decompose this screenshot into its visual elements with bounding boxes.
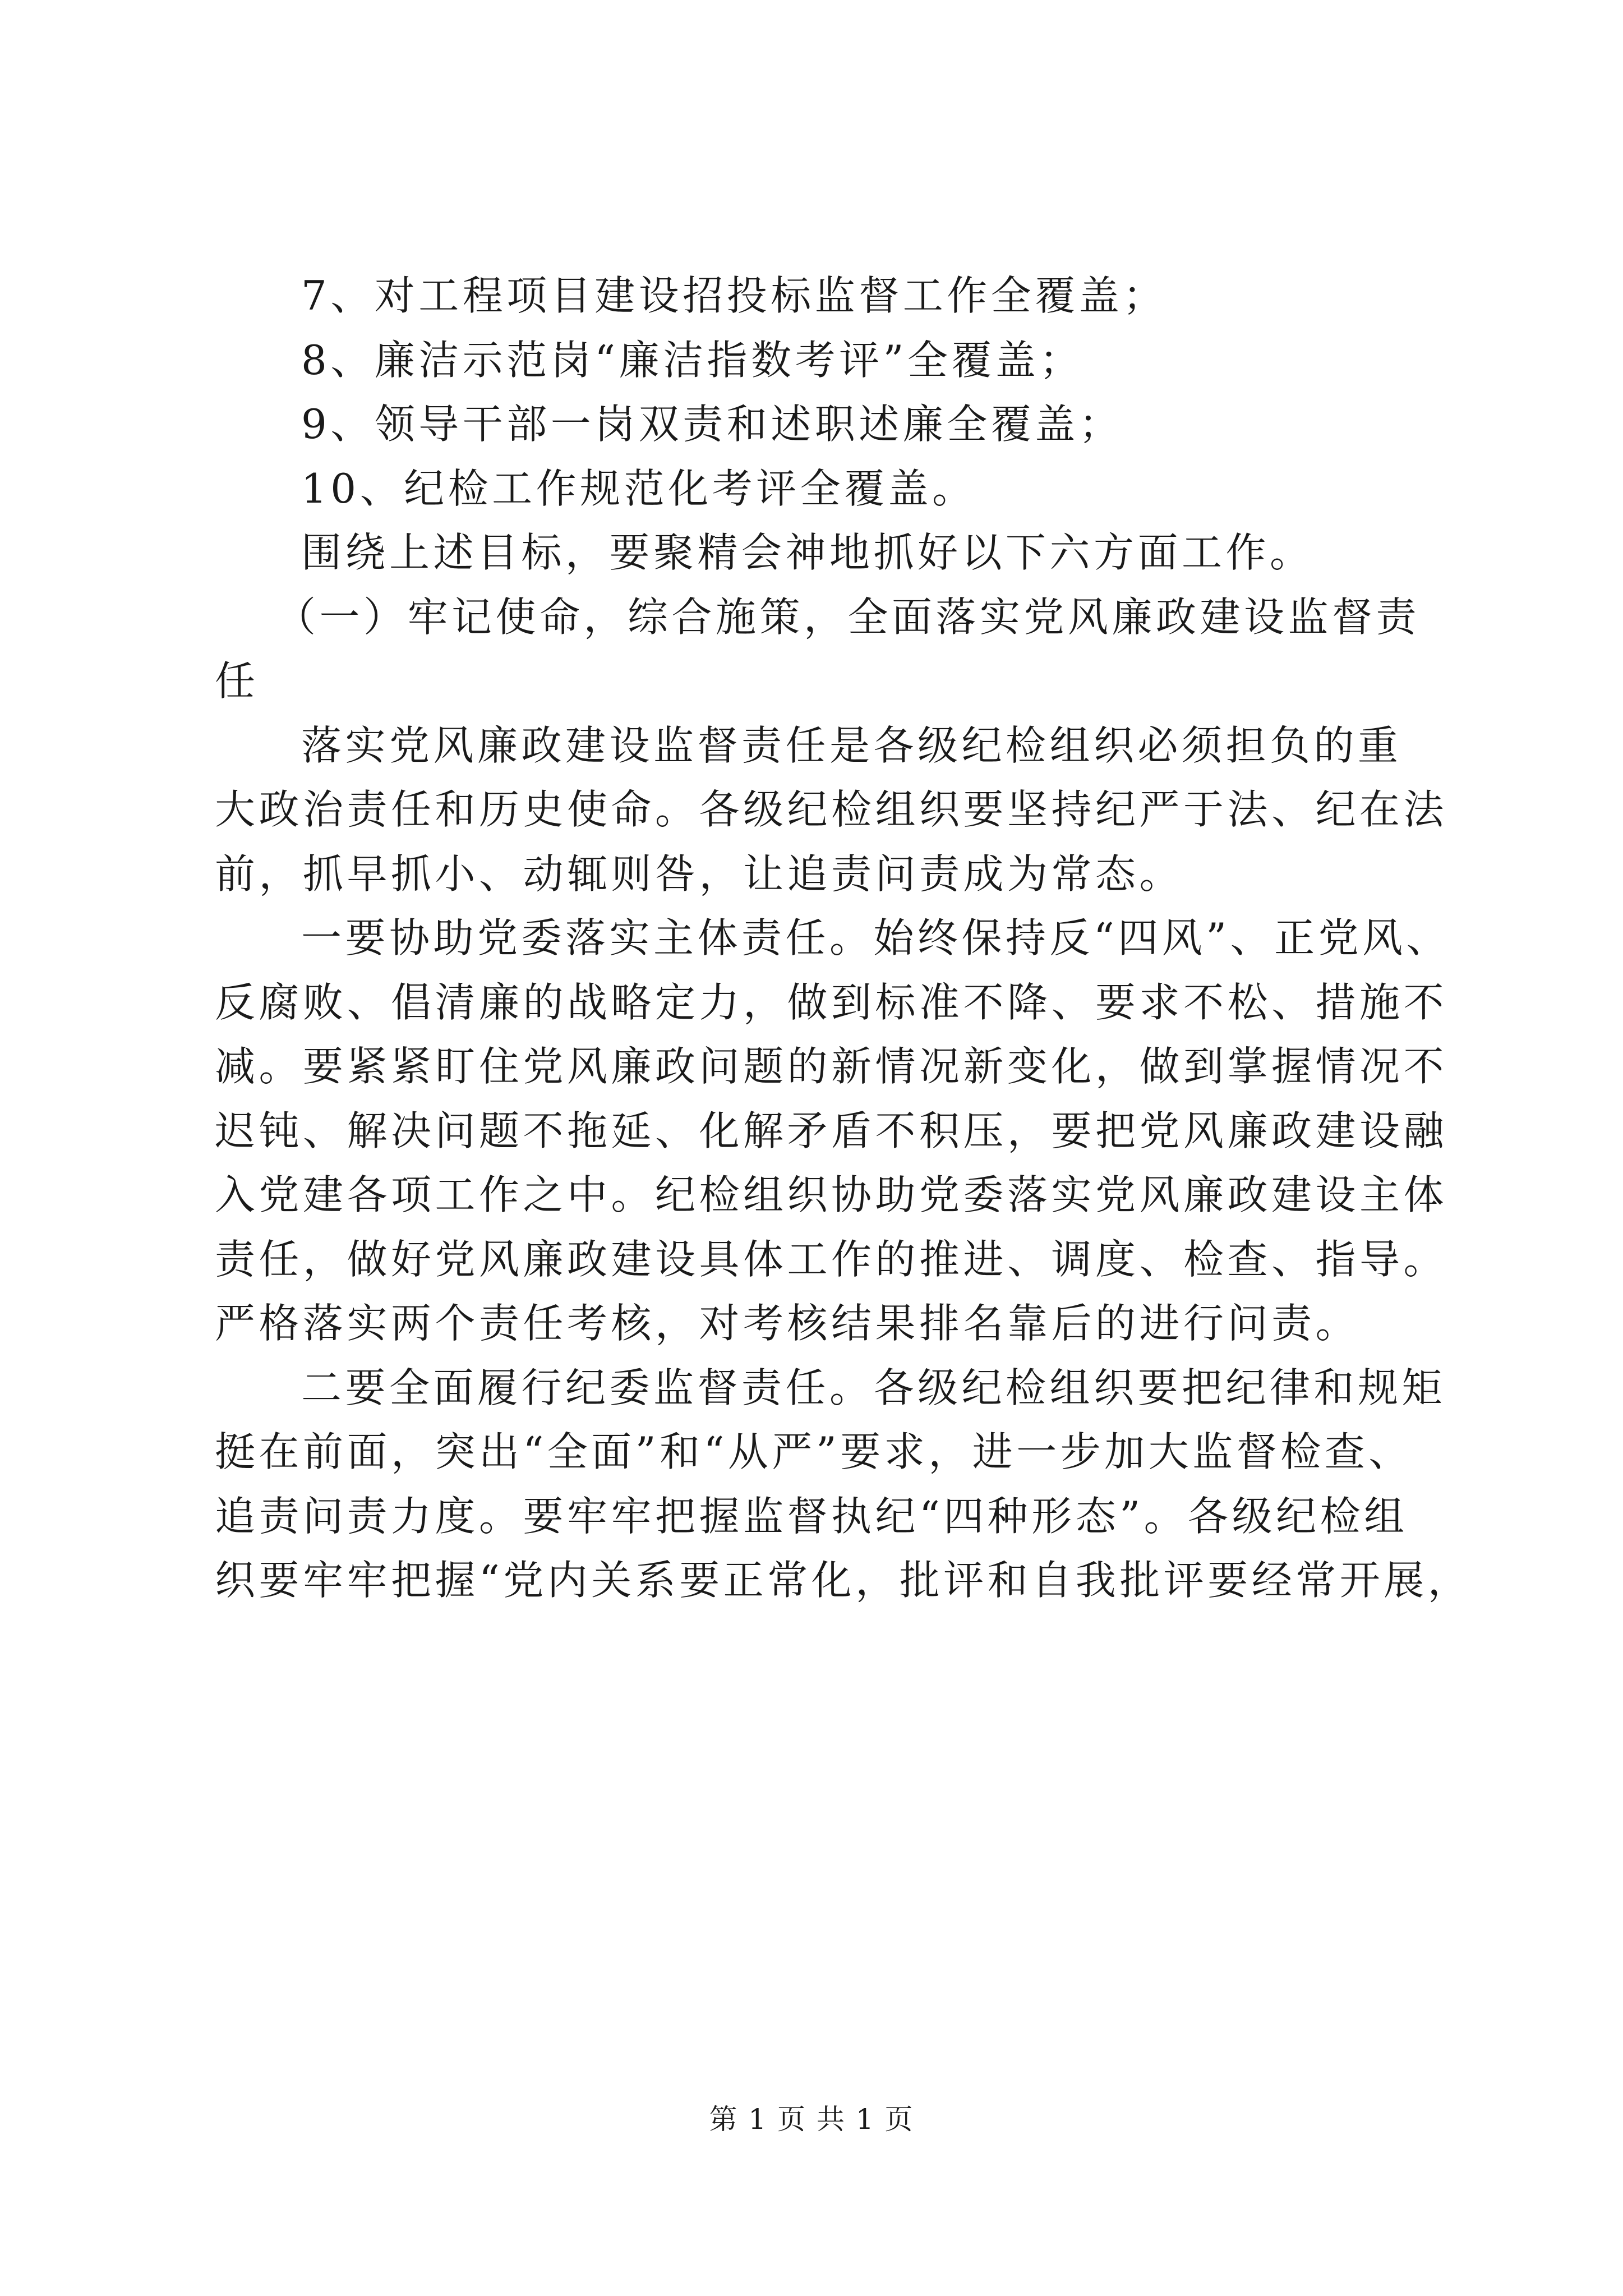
paragraph-line: 二要全面履行纪委监督责任。各级纪检组织要把纪律和规矩 — [301, 1364, 1446, 1411]
page-footer: 第 1 页 共 1 页 — [709, 2103, 914, 2136]
paragraph-line: 挺在前面，突出“全面”和“从严”要求，进一步加大监督检查、 — [215, 1428, 1413, 1475]
paragraph-line: 落实党风廉政建设监督责任是各级纪检组织必须担负的重 — [301, 721, 1402, 769]
paragraph-line: 大政治责任和历史使命。各级纪检组织要坚持纪严于法、纪在法 — [215, 786, 1448, 833]
section-heading-continuation: 任 — [215, 657, 259, 705]
list-item-7: 7、对工程项目建设招投标监督工作全覆盖； — [301, 272, 1167, 319]
paragraph-line: 织要牢牢把握“党内关系要正常化，批评和自我批评要经常开展， — [215, 1557, 1472, 1604]
paragraph-line: 责任，做好党风廉政建设具体工作的推进、调度、检查、指导。 — [215, 1235, 1448, 1283]
paragraph-line: 迟钝、解决问题不拖延、化解矛盾不积压，要把党风廉政建设融 — [215, 1107, 1448, 1154]
paragraph-line: 减。要紧紧盯住党风廉政问题的新情况新变化，做到掌握情况不 — [215, 1043, 1448, 1090]
paragraph-line: 严格落实两个责任考核，对考核结果排名靠后的进行问责。 — [215, 1300, 1360, 1347]
summary-sentence: 围绕上述目标，要聚精会神地抓好以下六方面工作。 — [301, 529, 1314, 576]
section-heading: （一）牢记使命，综合施策，全面落实党风廉政建设监督责 — [275, 593, 1421, 641]
paragraph-line: 前，抓早抓小、动辄则咎，让追责问责成为常态。 — [215, 850, 1184, 898]
paragraph-line: 追责问责力度。要牢牢把握监督执纪“四种形态”。各级纪检组 — [215, 1492, 1408, 1540]
document-body — [215, 264, 1472, 1613]
list-item-8: 8、廉洁示范岗“廉洁指数考评”全覆盖； — [301, 336, 1083, 384]
paragraph-line: 入党建各项工作之中。纪检组织协助党委落实党风廉政建设主体 — [215, 1171, 1448, 1218]
paragraph-line: 一要协助党委落实主体责任。始终保持反“四风”、正党风、 — [301, 914, 1451, 961]
paragraph-line: 反腐败、倡清廉的战略定力，做到标准不降、要求不松、措施不 — [215, 978, 1448, 1026]
list-item-10: 10、纪检工作规范化考评全覆盖。 — [301, 464, 976, 512]
list-item-9: 9、领导干部一岗双责和述职述廉全覆盖； — [301, 401, 1123, 448]
